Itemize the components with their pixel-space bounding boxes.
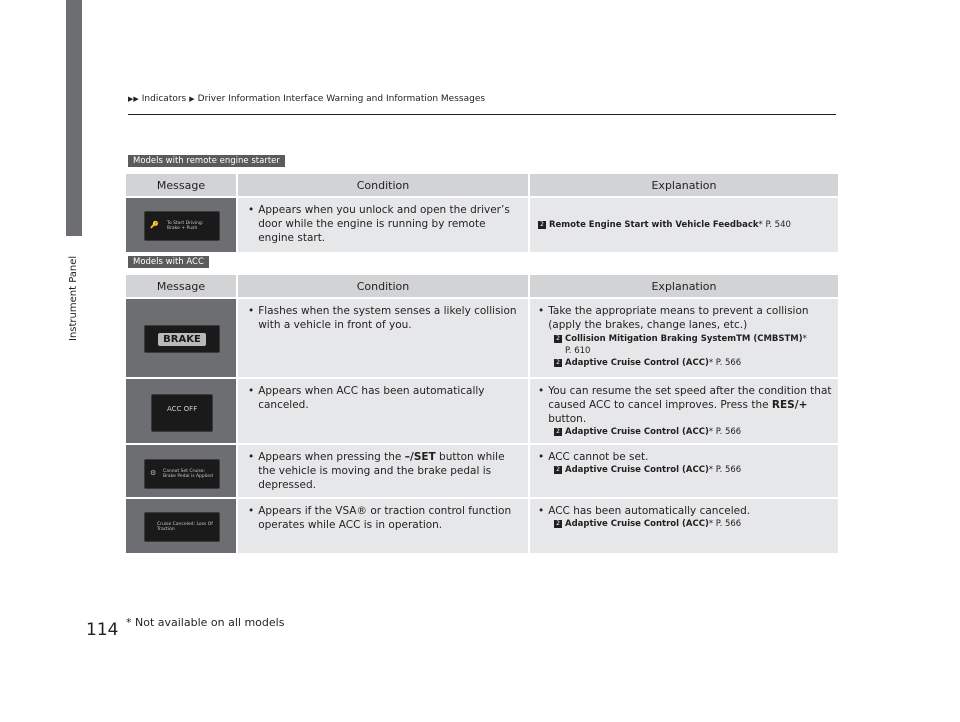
condition-text-end: button while the vehicle is moving and the brake pedal is depressed. bbox=[258, 451, 505, 491]
model-tag-remote-starter: Models with remote engine starter bbox=[128, 155, 285, 167]
breadcrumb-arrow-icon: ▶ bbox=[189, 95, 195, 103]
ref-star: * bbox=[708, 427, 714, 437]
breadcrumb-item-messages[interactable]: Driver Information Interface Warning and Information Messages bbox=[197, 94, 486, 104]
ref-page: P. 566 bbox=[713, 465, 742, 475]
explanation-text: You can resume the set speed after the condition that caused ACC to cancel improves. Press the bbox=[548, 385, 832, 411]
chapter-label: Instrument Panel bbox=[68, 255, 79, 341]
condition-cell bbox=[238, 299, 528, 377]
bullet-icon: • bbox=[538, 305, 545, 317]
reference-arrow-icon: 2 bbox=[554, 466, 562, 474]
ref-page: P. 566 bbox=[713, 427, 742, 437]
table-row bbox=[126, 198, 838, 252]
ref-star: * bbox=[708, 465, 714, 475]
table-row bbox=[126, 445, 838, 497]
condition-text: Appears when pressing the bbox=[258, 451, 405, 463]
explanation-cell bbox=[530, 198, 838, 252]
header-condition: Condition bbox=[238, 275, 528, 297]
header-message: Message bbox=[126, 275, 236, 297]
key-icon: 🔑 bbox=[150, 221, 159, 229]
explanation-cell bbox=[530, 299, 838, 377]
explanation-cell bbox=[530, 379, 838, 443]
cruise-icon: ⚙ bbox=[150, 469, 157, 477]
bullet-icon: • bbox=[538, 451, 545, 463]
message-image-cell bbox=[126, 445, 236, 497]
display-screen bbox=[144, 459, 220, 489]
ref-page: P. 540 bbox=[762, 220, 791, 230]
breadcrumb-item-indicators[interactable]: Indicators bbox=[141, 94, 187, 104]
screen-text: Cruise Canceled: Loss Of Traction bbox=[157, 522, 213, 532]
breadcrumb-arrow-icon: ▶▶ bbox=[128, 95, 139, 103]
bullet-icon: • bbox=[248, 451, 255, 463]
ref-star: * bbox=[708, 358, 714, 368]
footnote: * Not available on all models bbox=[126, 616, 285, 629]
message-image-cell bbox=[126, 299, 236, 377]
explanation-cell bbox=[530, 499, 838, 553]
brake-warning-label: BRAKE bbox=[158, 333, 206, 346]
header-condition: Condition bbox=[238, 174, 528, 196]
reference-arrow-icon: 2 bbox=[538, 221, 546, 229]
bullet-icon: • bbox=[538, 505, 545, 517]
cross-reference[interactable] bbox=[554, 426, 832, 438]
ref-title: Collision Mitigation Braking SystemTM (CMBSTM) bbox=[565, 334, 803, 344]
condition-text: Appears when ACC has been automatically canceled. bbox=[258, 385, 485, 411]
screen-text: Cannot Set Cruise: Brake Pedal is Applied bbox=[163, 469, 213, 479]
reference-arrow-icon: 2 bbox=[554, 520, 562, 528]
explanation-text: Take the appropriate means to prevent a collision (apply the brakes, change lanes, etc.) bbox=[548, 305, 809, 331]
condition-text: Appears if the VSA® or traction control function operates while ACC is in operation. bbox=[258, 505, 512, 531]
ref-page: P. 566 bbox=[713, 358, 742, 368]
display-screen bbox=[144, 211, 220, 241]
set-button-label: –/SET bbox=[404, 451, 436, 463]
explanation-text: ACC has been automatically canceled. bbox=[548, 505, 751, 517]
condition-cell bbox=[238, 198, 528, 252]
header-explanation: Explanation bbox=[530, 275, 838, 297]
condition-cell bbox=[238, 445, 528, 497]
cross-reference[interactable] bbox=[554, 333, 832, 357]
explanation-cell bbox=[530, 445, 838, 497]
message-image-cell bbox=[126, 198, 236, 252]
ref-page: P. 610 bbox=[565, 346, 591, 356]
chapter-label-box bbox=[66, 236, 82, 346]
message-image-cell bbox=[126, 499, 236, 553]
ref-star: * bbox=[758, 220, 763, 230]
res-button-label: RES/+ bbox=[771, 399, 808, 411]
ref-star: * bbox=[802, 334, 807, 344]
ref-title: Adaptive Cruise Control (ACC) bbox=[565, 427, 709, 437]
bullet-icon: • bbox=[248, 305, 255, 317]
condition-cell bbox=[238, 379, 528, 443]
explanation-text: ACC cannot be set. bbox=[548, 451, 649, 463]
ref-title: Adaptive Cruise Control (ACC) bbox=[565, 465, 709, 475]
table-header bbox=[126, 174, 838, 196]
screen-text: To Start Driving: Brake + Push bbox=[167, 221, 204, 231]
cross-reference[interactable] bbox=[554, 518, 832, 530]
table-header bbox=[126, 275, 838, 297]
cross-reference[interactable] bbox=[554, 357, 832, 369]
table-row bbox=[126, 379, 838, 443]
cross-reference[interactable] bbox=[554, 464, 832, 476]
bullet-icon: • bbox=[248, 204, 255, 216]
bullet-icon: • bbox=[248, 505, 255, 517]
explanation-text-end: button. bbox=[548, 413, 587, 425]
condition-text: Appears when you unlock and open the driver’s door while the engine is running by remote engine start. bbox=[258, 204, 510, 244]
reference-arrow-icon: 2 bbox=[554, 428, 562, 436]
table-row bbox=[126, 499, 838, 553]
acc-off-label: ACC OFF bbox=[167, 405, 198, 413]
chapter-tab bbox=[66, 0, 82, 236]
condition-cell bbox=[238, 499, 528, 553]
header-explanation: Explanation bbox=[530, 174, 838, 196]
model-tag-acc: Models with ACC bbox=[128, 256, 209, 268]
bullet-icon: • bbox=[538, 385, 545, 397]
cross-reference[interactable] bbox=[538, 219, 832, 231]
bullet-icon: • bbox=[248, 385, 255, 397]
reference-arrow-icon: 2 bbox=[554, 359, 562, 367]
display-screen bbox=[144, 512, 220, 542]
ref-title: Adaptive Cruise Control (ACC) bbox=[565, 519, 709, 529]
ref-star: * bbox=[708, 519, 714, 529]
breadcrumb bbox=[128, 94, 485, 104]
ref-page: P. 566 bbox=[713, 519, 742, 529]
ref-title: Remote Engine Start with Vehicle Feedback bbox=[549, 220, 759, 230]
message-image-cell bbox=[126, 379, 236, 443]
page-number: 114 bbox=[86, 620, 119, 640]
header-rule bbox=[128, 114, 836, 115]
ref-title: Adaptive Cruise Control (ACC) bbox=[565, 358, 709, 368]
header-message: Message bbox=[126, 174, 236, 196]
reference-arrow-icon: 2 bbox=[554, 335, 562, 343]
condition-text: Flashes when the system senses a likely collision with a vehicle in front of you. bbox=[258, 305, 517, 331]
display-screen bbox=[151, 394, 213, 432]
table-row bbox=[126, 299, 838, 377]
display-screen bbox=[144, 325, 220, 353]
